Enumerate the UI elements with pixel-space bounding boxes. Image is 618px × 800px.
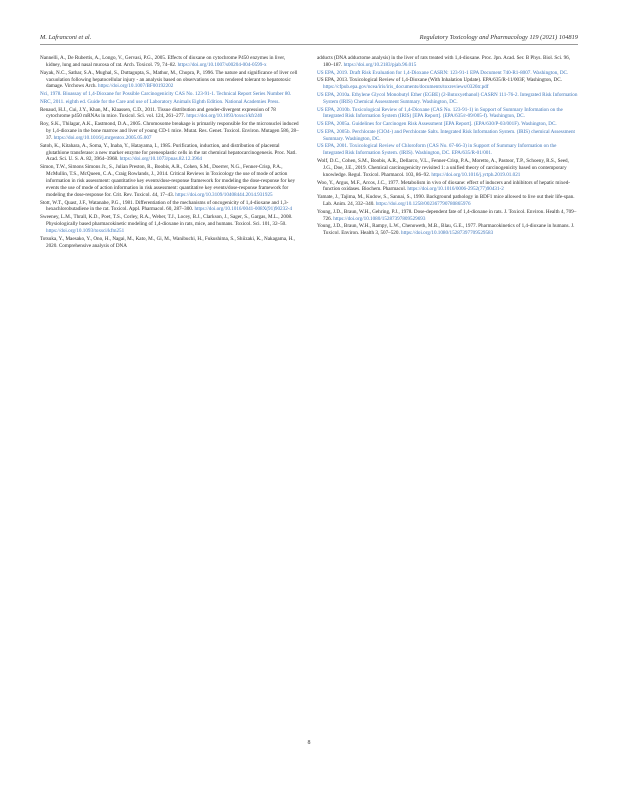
reference-text: Stott, W.T., Quast, J.F., Watanabe, P.G., 1981. Differentiation of the mechanisms of oncogenicity of 1,4-dioxane and 1,3-hexachlorobutadiene in the rat. Toxicol. Appl. Pharmacol. 60, 287–300. [40, 199, 289, 213]
reference-entry [40, 55, 301, 69]
reference-text: adducts (DNA adductome analysis) in the liver of rats treated with 1,4-dioxane. Proc. Jpn. Acad. Ser. B Phys. Biol. Sci. 96, 180–187. [317, 55, 570, 68]
reference-text: Nannelli, A., De Rubertis, A., Longo, V., Gervasi, P.G., 2005. Effects of dioxane on cytochrome P450 enzymes in liver, kidney, lung and nasal mucosa of rat. Arch. Toxicol. 79, 74–82. [40, 55, 286, 68]
doi-link[interactable]: https://doi.org/10.1016/j.mrgentox.2005.05.007 [53, 134, 152, 141]
doi-link[interactable]: https://doi.org/10.1016/j.yrtph.2019.01.021 [431, 171, 521, 178]
reference-entry [40, 164, 301, 199]
reference-entry [317, 158, 578, 179]
doi-link[interactable]: https://doi.org/10.1093/toxsci/kfm251 [46, 227, 125, 234]
reference-text: US EPA, 2001. Toxicological Review of Chloroform (CAS No. 67-66-3) in Support of Summary Information on the Integrated Risk Information System. (IRIS). Washington, DC. EPA/635/R-01/001. [317, 143, 557, 157]
doi-link[interactable]: https://doi.org/10.1016/0006-2952(77)90431-2 [407, 186, 504, 193]
doi-link[interactable]: https://doi.org/10.1080/15287397809529693 [333, 215, 426, 222]
header-rule [40, 44, 578, 45]
reference-entry[interactable] [317, 121, 578, 128]
reference-entry [40, 70, 301, 91]
references-right-column [317, 55, 578, 238]
doi-link[interactable]: https://doi.org/10.1080/15287397709529583 [401, 230, 494, 237]
page-number: 8 [307, 740, 311, 746]
reference-entry [317, 55, 578, 69]
reference-text: Roy, S.K., Thilagar, A.K., Eastmond, D.A., 2005. Chromosome breakage is primarily responsible for the micronuclei induced by 1,4-dioxane in the bone marrow and liver of young CD-1 mice. Mutat. Res. Genet. Toxicol. Environ. Mutagen 586, 28–37. [40, 121, 299, 141]
reference-text: Young, J.D., Braun, W.H., Gehring, P.J., 1978. Dose-dependent fate of 1,4-dioxane in rats. J. Toxicol. Environ. Health 4, 709–726. [317, 208, 577, 222]
reference-entry[interactable] [317, 107, 578, 121]
reference-text: US EPA, 2005b. Perchlorate (ClO4-) and Perchlorate Salts. Integrated Risk Information System. (IRIS) chemical Assessment Summary. Washington, DC. [317, 128, 575, 142]
reference-text: US EPA, 2010a. Ethylene Glycol Monobutyl Ether (EGBE) (2-Butoxyethanol) CASRN 111-76-2. Integrated Risk Information System (IRIS) Chemical Assessment Summary. Washington, DC. [317, 91, 578, 105]
reference-text: US EPA, 2005a. Guidelines for Carcinogen Risk Assessment [EPA Report]. (EPA/630/P-03/001F). Washington, DC. [317, 121, 557, 128]
doi-link[interactable]: https://doi.org/10.2183/pjab.96.015 [343, 61, 417, 68]
reference-entry[interactable] [317, 143, 578, 157]
reference-text: Nayak, N.C., Sathar, S.A., Mughal, S., Duttagupta, S., Mathur, M., Chopra, P., 1996. The nature and significance of liver cell vacuolation following hepatocellular injury - an analysis based on observations on rats rendered tolerant to hepatotoxic damage. Virchows Arch. [40, 69, 298, 90]
doi-link[interactable]: https://doi.org/10.1016/0041-008X(91)90232-4 [194, 206, 293, 213]
reference-text: Satoh, K., Kitahara, A., Soma, Y., Inaba, Y., Hatayama, I., 1985. Purification, induction, and distribution of placental glutathione transferase: a new marker enzyme for preneoplastic cells in the rat chemical hepatocarcinogenesis. Proc. Natl. Acad. Sci. U. S. A. 82, 3964–3968. [40, 142, 297, 163]
reference-text: Wolf, D.C., Cohen, S.M., Boobis, A.R., Dellarco, V.L., Fenner-Crisp, P.A., Moretto, A., Pastoor, T.P., Schoeny, R.S., Seed, J.G., Doe, J.E., 2019. Chemical carcinogenicity revisited 1: a unified theory of carcinogenicity based on contemporary knowledge. Regul. Toxicol. Pharmacol. 103, 86–92. [317, 158, 569, 178]
reference-entry [317, 180, 578, 194]
reference-text: US EPA, 2013. Toxicological Review of 1,4-Dioxane (With Inhalation Update). EPA/635/R-11/003F, Washington, DC. [317, 77, 563, 84]
reference-entry[interactable] [317, 70, 578, 77]
doi-link[interactable]: https://doi.org/10.1258/002367790780865976 [375, 201, 471, 208]
reference-entry[interactable] [40, 91, 301, 98]
reference-entry[interactable] [40, 99, 301, 106]
reference-entry [40, 214, 301, 235]
reference-text: Totsuka, Y., Maesako, Y., Ono, H., Nagai, M., Kato, M., Gi, M., Wanibuchi, H., Fukushima, S., Shiizaki, K., Nakagama, H., 2020. Comprehensive analysis of DNA [40, 235, 295, 249]
reference-entry [40, 143, 301, 164]
reference-entry [40, 236, 301, 250]
reference-text: Simon, T.W., Simons Simons Jr., S., Julian Preston, R., Boobis, A.R., Cohen, S.M., Doerrer, N.G., Fenner-Crisp, P.A., McMullin, T.S., McQueen, C.A., Craig Rowlands, J., 2014. Critical Reviews in Toxicology the use of mode of action information in risk assessment: quantitative key events/dose-response framework for modeling the dose-response for key events the use of mode of action information in risk assessment: quantitative key events/dose-response framework for modeling the dose-response for. Crit. Rev. Toxicol. 44, 17–43. [40, 164, 296, 198]
reference-text: Nci, 1978. Bioassay of 1,4-Dioxane for Possible Carcinogenicity CAS No. 123-91-1. Technical Report Series Number 80. [40, 91, 292, 98]
running-header-authors: M. Lafranconi et al. [40, 34, 92, 41]
doi-link[interactable]: https://doi.org/10.1007/BF00192202 [98, 83, 174, 90]
reference-entry [317, 209, 578, 223]
reference-entry [40, 107, 301, 121]
reference-entry [317, 194, 578, 208]
reference-entry[interactable] [317, 92, 578, 106]
doi-link[interactable]: https://doi.org/10.1007/s00204-004-0599-x [177, 61, 267, 68]
reference-entry[interactable] [317, 129, 578, 143]
reference-entry [40, 200, 301, 214]
reference-text: US EPA, 2019. Draft Risk Evaluation for 1,4-Dioxane CASRN: 123-91-1 EPA Document 740-R1-8007. Washington, DC. [317, 69, 569, 76]
reference-text: Woo, Y., Argus, M.F., Arcos, J.C., 1977. Metabolism in vivo of dioxane: effect of inducers and inhibitors of hepatic mixed-function oxidases. Biochem. Pharmacol. [317, 179, 570, 193]
doi-link[interactable]: https://doi.org/10.3109/10408444.2014.931925 [175, 191, 273, 198]
doi-link[interactable]: https://doi.org/10.1093/toxsci/kfr240 [186, 113, 263, 120]
reference-entry [40, 121, 301, 142]
reference-text: Young, J.D., Braun, W.H., Rampy, L.W., Chenoweth, M.B., Blau, G.E., 1977. Pharmacokinetics of 1,4-dioxane in humans. J. Toxicol. Environ. Health 3, 507–520. [317, 223, 575, 237]
reference-text: Renaud, H.J., Cui, J.Y., Khan, M., Klaassen, C.D., 2011. Tissue distribution and gender-divergent expression of 78 cytochrome p450 mRNAs in mice. Toxicol. Sci. vol. 124, 261–277. [40, 106, 276, 120]
reference-entry [317, 223, 578, 237]
references-left-column [40, 55, 301, 250]
reference-entry [317, 77, 578, 91]
doi-link[interactable]: https://doi.org/10.1073/pnas.82.12.3964 [119, 156, 203, 163]
doi-link[interactable]: https://cfpub.epa.gov/ncea/iris/iris_documents/documents/toxreviews/0326tr.pdf [323, 84, 489, 91]
reference-text: Yamate, J., Tajima, M., Kudow, S., Sannai, S., 1990. Background pathology in BDF1 mice allowed to live out their life-span. Lab. Anim. 24, 332–340. [317, 194, 575, 208]
reference-text: Sweeney, L.M., Thrall, K.D., Poet, T.S., Corley, R.A., Weber, T.J., Locey, B.J., Clarkson, J., Sager, S., Gargas, M.L., 2008. Physiologically based pharmacokinetic modeling of 1,4-dioxane in rats, mice, and humans. Toxicol. Sci. 101, 32–50. [40, 214, 293, 228]
reference-text: NRC, 2011. eighth ed. Guide for the Care and use of Laboratory Animals Eighth Edition. National Academies Press. [40, 98, 280, 105]
reference-text: US EPA, 2010b. Toxicological Review of 1,4-Dioxane (CAS No. 123-91-1) in Support of Summary Information on the Integrated Risk Information System (IRIS) [EPA Report]. (EPA/635/r-09/005-f). Washington, DC. [317, 106, 563, 120]
running-header-journal: Regulatory Toxicology and Pharmacology 119 (2021) 104819 [419, 34, 578, 41]
